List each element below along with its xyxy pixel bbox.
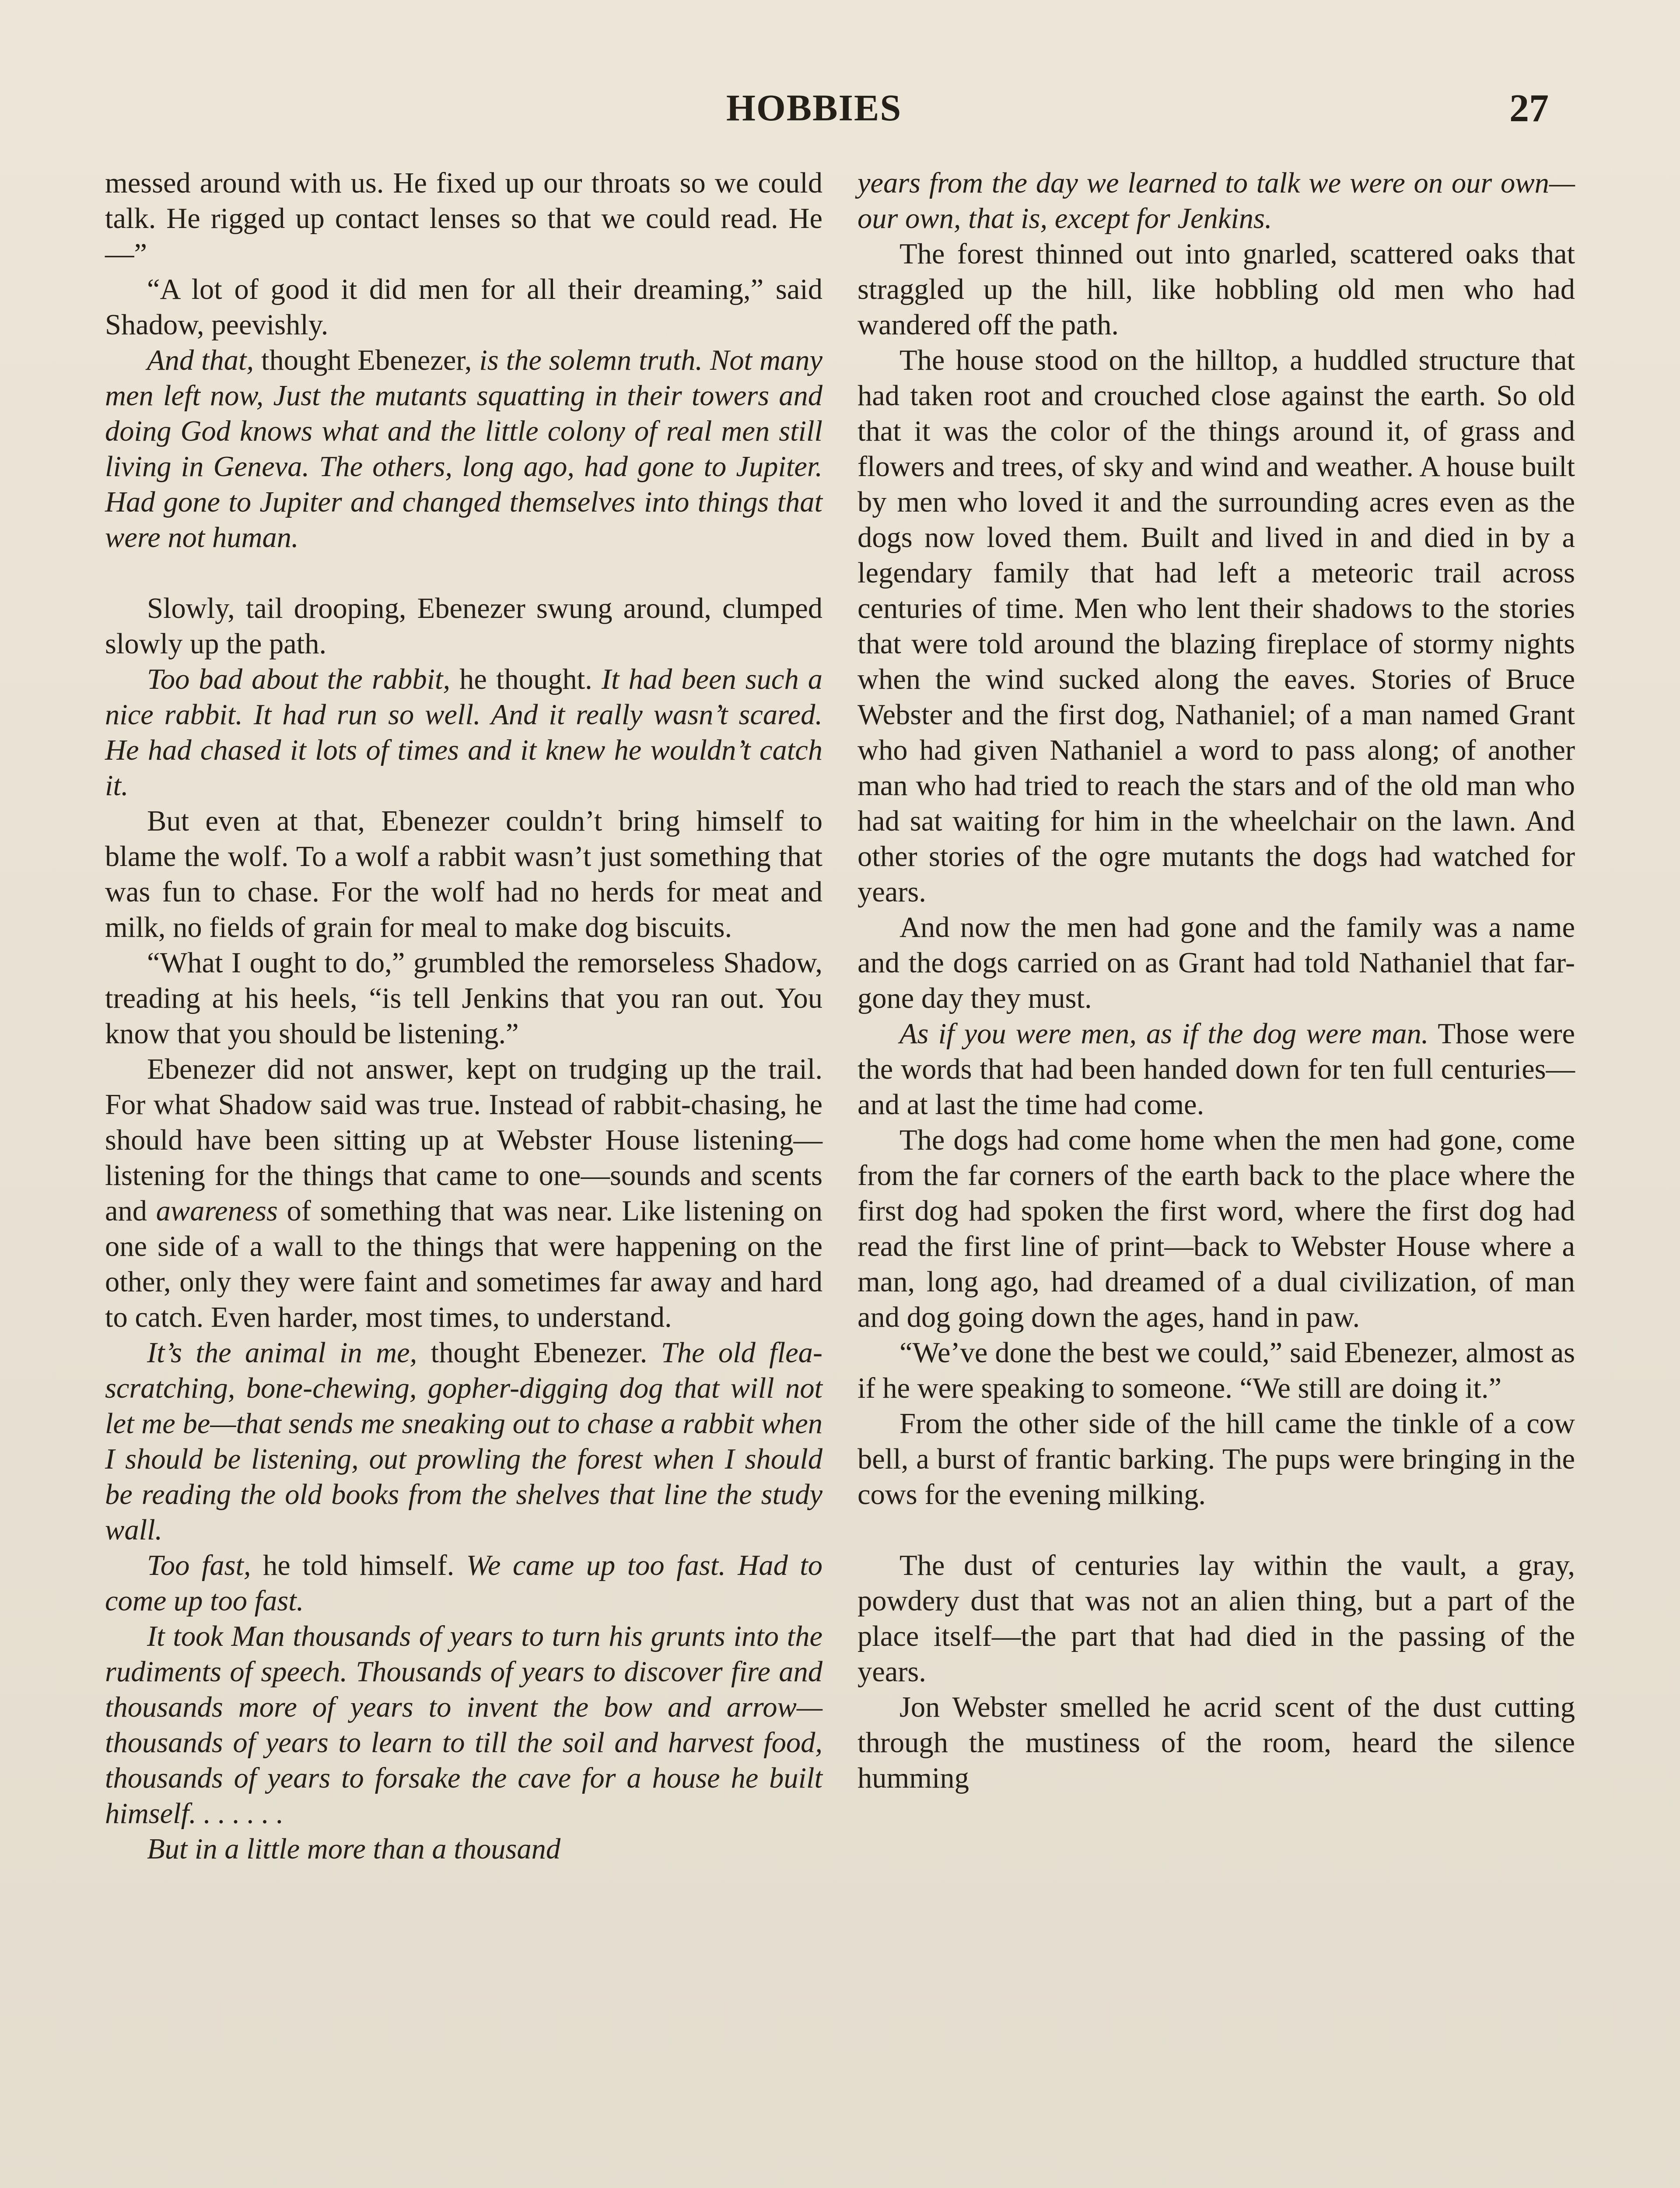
paragraph — [105, 1619, 822, 1831]
left-column — [105, 165, 822, 1867]
paragraph: “We’ve done the best we could,” said Ebenezer, almost as if he were speaking to someone. “We still are doing it.” — [858, 1337, 1575, 1404]
italic-text: As if you were men, as if the dog were man. — [900, 1018, 1429, 1050]
running-header — [0, 86, 1680, 143]
italic-text: awareness — [156, 1195, 278, 1227]
text: of something that was near. Like listening on one side of a wall to the things that were happening on the other, only they were faint and sometimes far away and hard to catch. Even harder, most times, to understand. — [105, 1195, 822, 1333]
italic-text: It’s the animal in me, — [147, 1337, 417, 1369]
paragraph: But even at that, Ebenezer couldn’t bring himself to blame the wolf. To a wolf a rabbit wasn’t just something that was fun to chase. For the wolf had no herds for meat and milk, no fields of grain for meal to make dog biscuits. — [105, 805, 822, 943]
paragraph — [105, 662, 822, 803]
italic-text: The old flea-scratching, bone-chewing, gopher-digging dog that will not let me be—that sends me sneaking out to chase a rabbit when I should be listening, out prowling the forest when I should be reading the old books from the shelves that line the study wall. — [105, 1337, 822, 1546]
text: Ebenezer did not answer, kept on trudging up the trail. For what Shadow said was true. Instead of rabbit-chasing, he should have been sitting up at Webster House listening—listening for the things that came to one—sounds and scents and — [105, 1053, 822, 1227]
section-title: HOBBIES — [726, 87, 902, 129]
page-number: 27 — [1509, 87, 1549, 130]
paragraph: The forest thinned out into gnarled, scattered oaks that straggled up the hill, like hobbling old men who had wandered off the path. — [858, 238, 1575, 341]
paragraph: Jon Webster smelled he acrid scent of the dust cutting through the mustiness of the room, heard the silence humming — [858, 1691, 1575, 1794]
italic-text: Too bad about the rabbit, — [147, 663, 451, 695]
italic-text: Too fast, — [147, 1550, 251, 1581]
paragraph: “What I ought to do,” grumbled the remorseless Shadow, treading at his heels, “is tell Jenkins that you ran out. You know that you should be listening.” — [105, 947, 822, 1050]
paragraph — [105, 343, 822, 555]
italic-text: It took Man thousands of years to turn his grunts into the rudiments of speech. Thousands of years to discover fire and thousands more of years to invent the bow and arrow—thousands of years to learn to till the soil and harvest food, thousands of years to forsake the cave for a house he built himself. . . . . . . — [105, 1620, 822, 1830]
italic-text: We came up too fast. Had to come up too fast. — [105, 1550, 822, 1617]
italic-text: And that, — [147, 344, 254, 376]
italic-text: is the solemn truth. Not many men left now, Just the mutants squatting in their towers and doing God knows what and the little colony of real men still living in Geneva. The others, long ago, had gone to Jupiter. Had gone to Jupiter and changed themselves into things that were not human. — [105, 344, 822, 554]
paragraph — [105, 1335, 822, 1548]
paragraph: messed around with us. He fixed up our throats so we could talk. He rigged up contact lenses so that we could read. He—” — [105, 167, 822, 270]
text: thought Ebenezer. — [417, 1337, 661, 1369]
text: he told himself. — [251, 1550, 466, 1581]
italic-text: It had been such a nice rabbit. It had run so well. And it really wasn’t scared. He had chased it lots of times and it knew he wouldn’t catch it. — [105, 663, 822, 802]
paragraph: And now the men had gone and the family was a name and the dogs carried on as Grant had told Nathaniel that far-gone day they must. — [858, 912, 1575, 1014]
paragraph — [858, 1016, 1575, 1122]
italic-text: years from the day we learned to talk we were on our own—our own, that is, except for Jenkins. — [858, 167, 1575, 235]
right-column — [858, 165, 1575, 1796]
paragraph: The house stood on the hilltop, a huddled structure that had taken root and crouched close against the earth. So old that it was the color of the things around it, of grass and flowers and trees, of sky and wind and weather. A house built by men who loved it and the surrounding acres even as the dogs now loved them. Built and lived in and died in by a legendary family that had left a meteoric trail across centuries of time. Men who lent their shadows to the stories that were told around the blazing fireplace of stormy nights when the wind sucked along the eaves. Stories of Bruce Webster and the first dog, Nathaniel; of a man named Grant who had given Nathaniel a word to pass along; of another man who had tried to reach the stars and of the old man who had sat waiting for him in the wheelchair on the lawn. And other stories of the ogre mutants the dogs had watched for years. — [858, 344, 1575, 908]
paragraph: From the other side of the hill came the tinkle of a cow bell, a burst of frantic barking. The pups were bringing in the cows for the evening milking. — [858, 1408, 1575, 1511]
text: he thought. — [450, 663, 602, 695]
paragraph — [105, 1831, 822, 1867]
paragraph — [105, 1052, 822, 1335]
paragraph: “A lot of good it did men for all their dreaming,” said Shadow, peevishly. — [105, 274, 822, 341]
text: thought Ebenezer, — [254, 344, 480, 376]
paragraph: Slowly, tail drooping, Ebenezer swung around, clumped slowly up the path. — [105, 593, 822, 660]
text: Those were the words that had been handed down for ten full centuries—and at last the time had come. — [858, 1018, 1575, 1121]
paragraph — [858, 165, 1575, 236]
paragraph: The dust of centuries lay within the vault, a gray, powdery dust that was not an alien thing, but a part of the place itself—the part that had died in the passing of the years. — [858, 1550, 1575, 1688]
italic-text: But in a little more than a thousand — [147, 1833, 561, 1865]
paragraph — [105, 1548, 822, 1619]
paragraph: The dogs had come home when the men had gone, come from the far corners of the earth back to the place where the first dog had spoken the first word, where the first dog had read the first line of print—back to Webster House where a man, long ago, had dreamed of a dual civilization, of man and dog going down the ages, hand in paw. — [858, 1124, 1575, 1333]
